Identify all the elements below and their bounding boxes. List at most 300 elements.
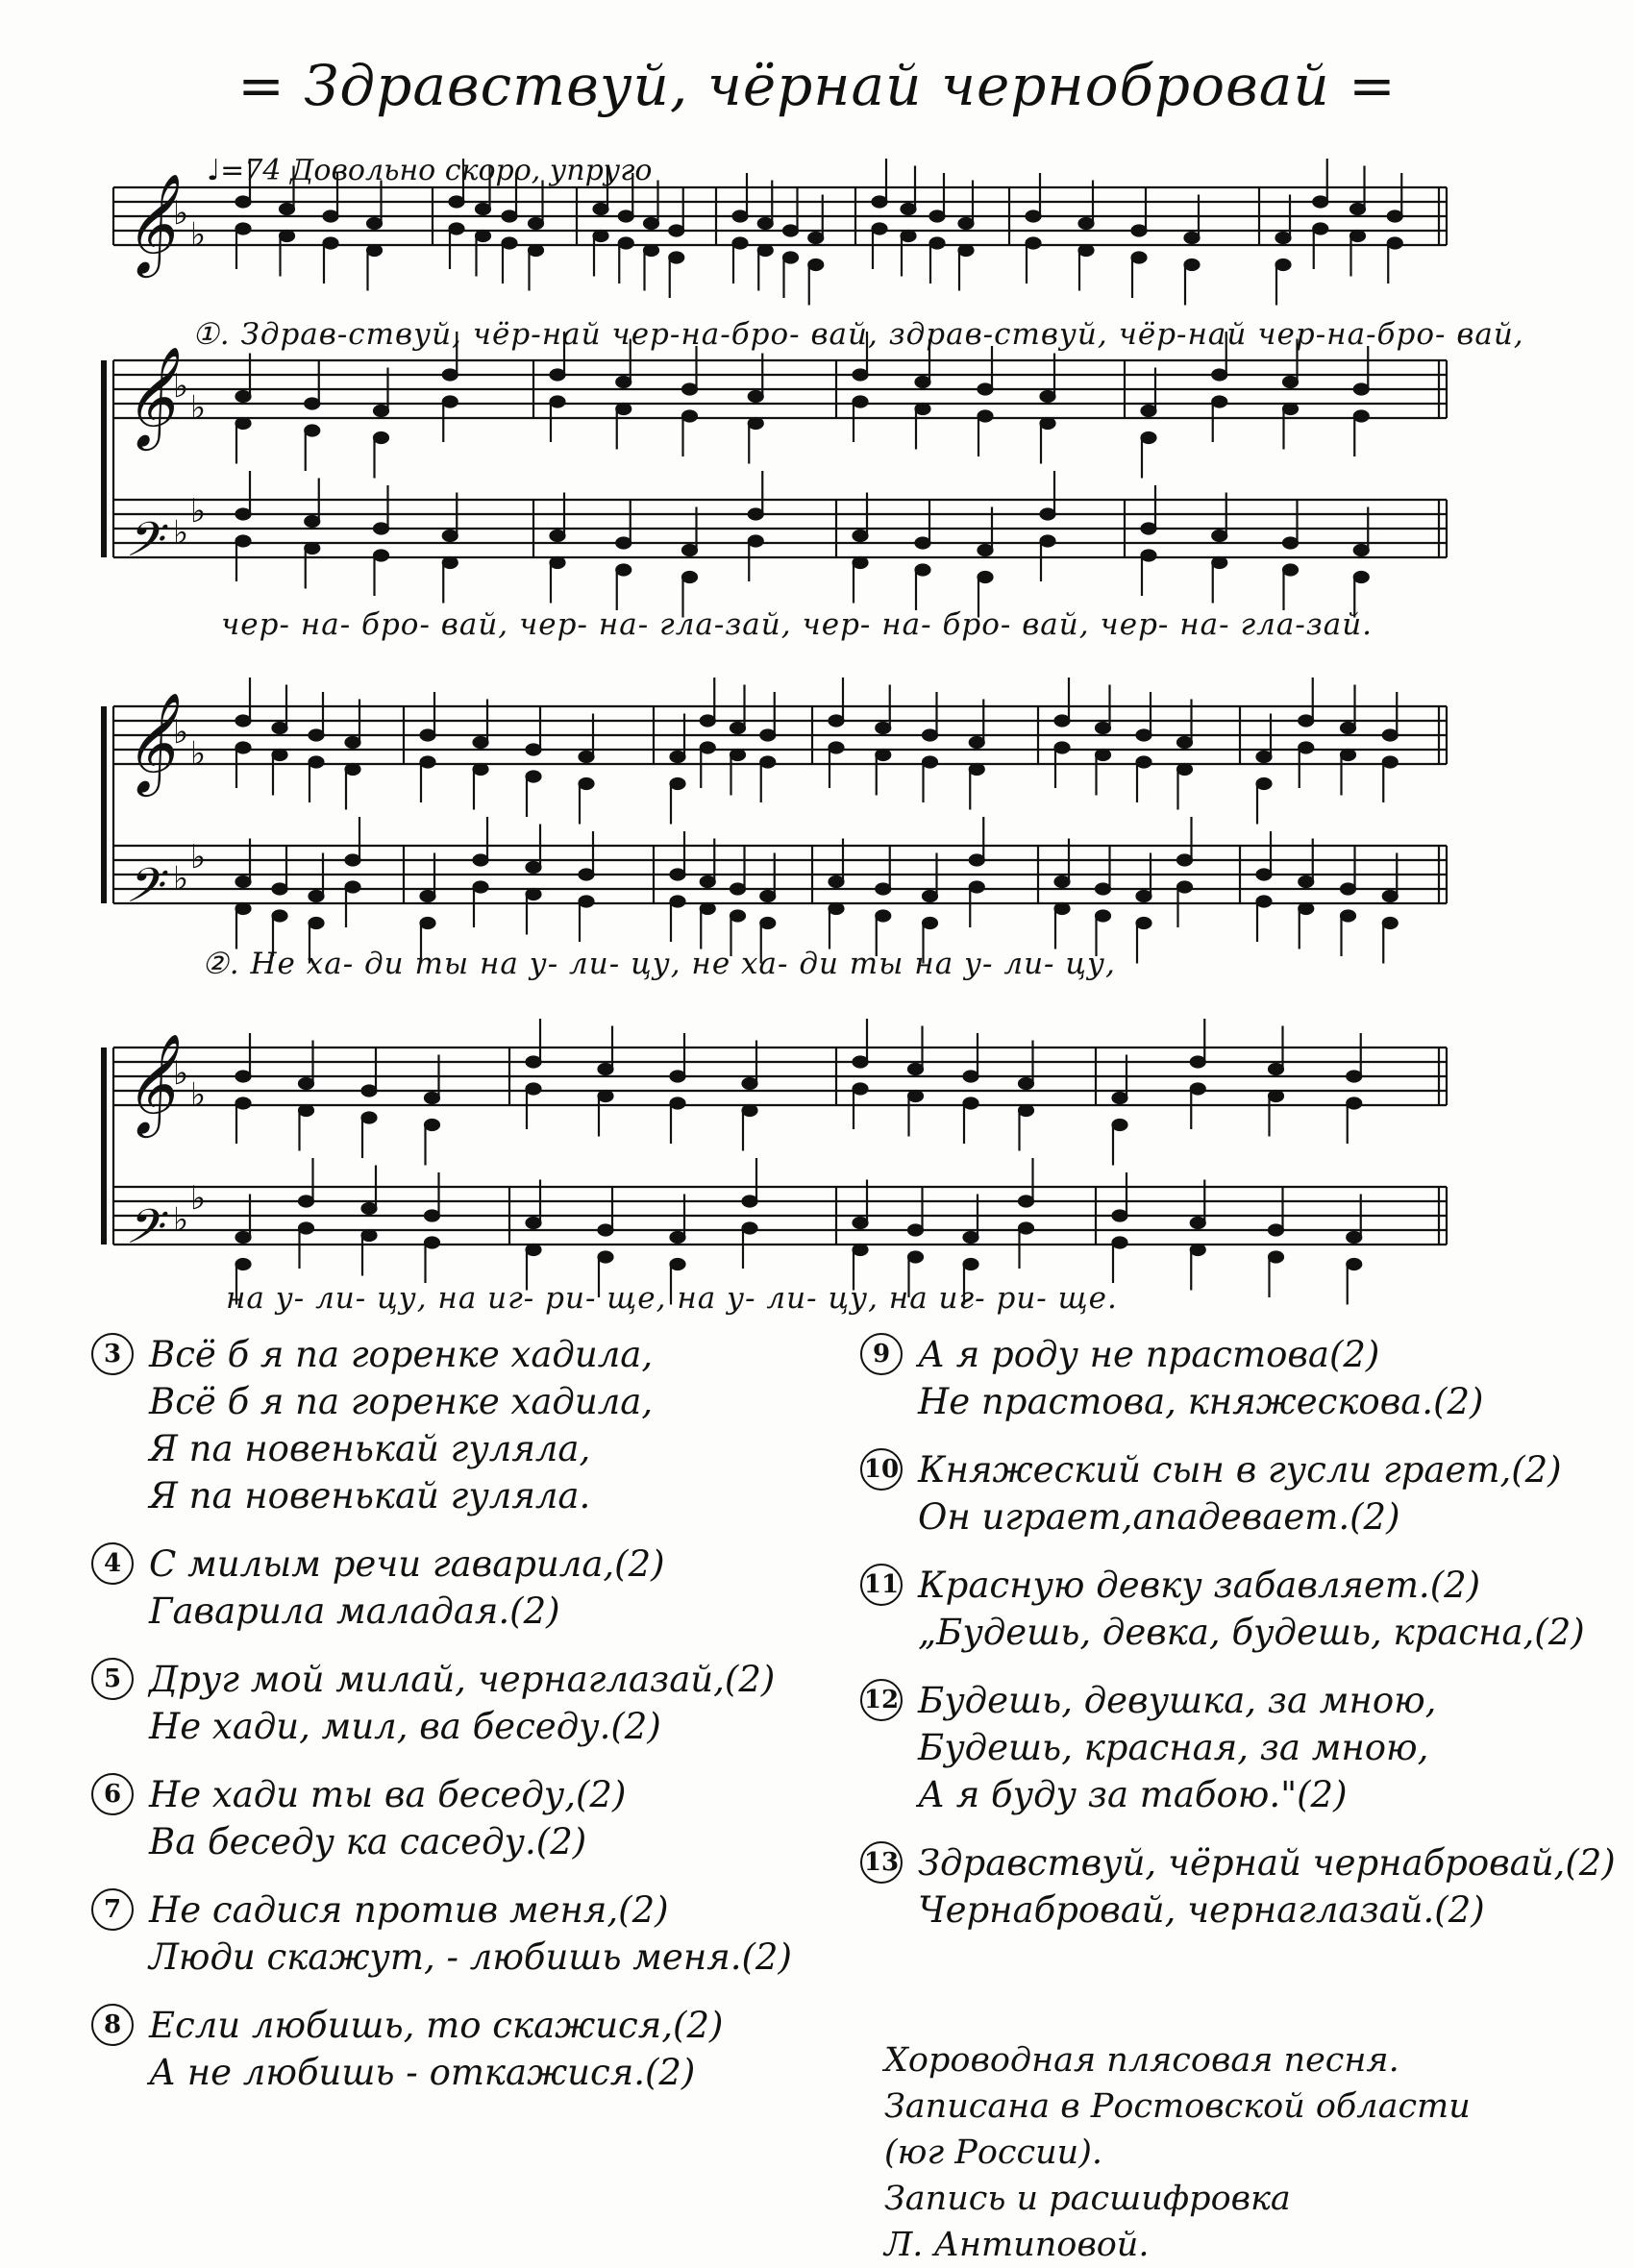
note-head: [594, 204, 608, 214]
note-head: [616, 404, 631, 414]
note-head: [236, 1098, 251, 1109]
note-head: [324, 238, 338, 249]
note-head: [1257, 870, 1272, 880]
note-head: [1257, 778, 1272, 789]
note-head: [902, 204, 916, 214]
note-head: [669, 253, 683, 263]
note-head: [1079, 218, 1094, 229]
note-head: [876, 884, 890, 895]
note-head: [580, 870, 594, 880]
note-head: [916, 404, 930, 414]
note-head: [1096, 884, 1110, 895]
verse-number: 9: [860, 1333, 903, 1375]
note-head: [1055, 903, 1070, 914]
flat-sign: ♭: [173, 194, 189, 233]
note-head: [644, 245, 658, 256]
note-head: [916, 565, 930, 576]
note-head: [1177, 882, 1192, 893]
note-head: [599, 1252, 613, 1263]
note-head: [1299, 716, 1313, 727]
note-head: [930, 211, 945, 222]
note-head: [1212, 397, 1226, 407]
note-head: [1354, 384, 1369, 395]
note-head: [1347, 1072, 1361, 1082]
note-head: [978, 545, 993, 555]
song-note: [884, 2037, 1471, 2268]
verse-number: 10: [860, 1448, 903, 1491]
verse-number: 3: [91, 1333, 134, 1375]
note-head: [1055, 876, 1070, 887]
note-head: [1313, 197, 1327, 208]
note-head: [1113, 1120, 1127, 1130]
note-head: [503, 238, 517, 249]
note-head: [1354, 411, 1369, 422]
note-head: [1177, 764, 1192, 775]
note-head: [1350, 204, 1365, 214]
note-head: [443, 370, 458, 381]
verse-line: Ва беседу ка саседу.(2): [149, 1821, 587, 1862]
verse-line: Если любишь, то скажися,(2): [149, 2005, 724, 2046]
note-head: [854, 1245, 868, 1255]
note-head: [474, 764, 488, 775]
note-head: [1191, 1218, 1205, 1228]
treble-clef: 𝄞: [123, 346, 175, 447]
note-head: [854, 370, 868, 381]
verse-line: Гаварила маладая.(2): [149, 1590, 560, 1632]
note-head: [1019, 1223, 1033, 1234]
note-head: [743, 1223, 757, 1234]
note-head: [1019, 1196, 1033, 1207]
note-head: [1354, 545, 1369, 555]
note-head: [876, 750, 890, 760]
note-head: [930, 238, 945, 249]
note-head: [959, 245, 974, 256]
note-head: [876, 723, 890, 733]
note-head: [305, 399, 319, 409]
note-head: [923, 730, 937, 741]
note-head: [1341, 911, 1355, 922]
note-head: [730, 750, 745, 760]
verse-line: Я па новенькай гуляла,: [149, 1428, 591, 1469]
flat-sign: ♭: [173, 1200, 189, 1240]
verse: [91, 1331, 792, 1519]
note-head: [305, 543, 319, 554]
verse-line: Всё б я па горенке хадила,: [149, 1334, 654, 1375]
note-head: [1113, 1093, 1127, 1103]
note-head: [1341, 750, 1355, 760]
bass-clef: 𝄢: [123, 512, 161, 579]
note-head: [1269, 1225, 1283, 1236]
note-head: [374, 524, 388, 534]
note-head: [749, 536, 763, 547]
note-head: [527, 1245, 541, 1255]
note-head: [964, 1072, 978, 1082]
note-head: [873, 197, 887, 208]
note-head: [978, 572, 993, 582]
treble-clef: 𝄞: [123, 173, 175, 274]
verse-line: Друг мой милай, чернаглазай,(2): [149, 1659, 776, 1700]
note-head: [551, 530, 565, 541]
note-head: [760, 730, 775, 741]
note-head: [421, 730, 435, 741]
verse-line: „Будешь, девка, будешь, красна,(2): [918, 1612, 1585, 1653]
note-head: [346, 882, 360, 893]
verse-number: 8: [91, 2004, 134, 2046]
verse-line: Будешь, красная, за мною,: [918, 1727, 1429, 1768]
note-head: [908, 1252, 923, 1263]
note-head: [970, 855, 984, 866]
note-head: [236, 418, 251, 429]
note-head: [1269, 1064, 1283, 1074]
tempo-marking: ♩=74 Довольно скоро, упруго: [207, 154, 653, 187]
note-head: [1185, 233, 1200, 243]
note-head: [1341, 884, 1355, 895]
verse-number: 4: [91, 1542, 134, 1585]
note-line: Хороводная плясовая песня.: [884, 2041, 1399, 2080]
note-head: [908, 1064, 923, 1074]
note-head: [749, 418, 763, 429]
note-head: [367, 218, 382, 229]
note-head: [374, 551, 388, 561]
note-head: [1299, 743, 1313, 753]
note-head: [908, 1225, 923, 1236]
note-head: [421, 891, 435, 901]
verse-line: Не садися против меня,(2): [149, 1889, 669, 1931]
note-head: [682, 411, 697, 422]
note-head: [923, 918, 937, 928]
note-head: [425, 1120, 439, 1130]
note-head: [527, 772, 541, 782]
note-head: [854, 1057, 868, 1068]
verse: [860, 1562, 1616, 1656]
note-head: [669, 226, 683, 236]
note-head: [1177, 737, 1192, 748]
note-head: [1257, 897, 1272, 907]
note-head: [299, 1223, 313, 1234]
verse: [91, 2002, 792, 2096]
note-head: [760, 918, 775, 928]
verse: [91, 1886, 792, 1981]
verse: [860, 1446, 1616, 1541]
note-head: [425, 1093, 439, 1103]
note-line: (юг России).: [884, 2133, 1102, 2172]
note-head: [978, 384, 993, 395]
note-head: [733, 211, 748, 222]
verse-line: А не любишь - откажися.(2): [149, 2052, 696, 2093]
note-head: [964, 1259, 978, 1270]
note-head: [1096, 750, 1110, 760]
note-head: [829, 876, 844, 887]
verse-number: 13: [860, 1841, 903, 1884]
note-head: [1350, 231, 1365, 241]
note-head: [1283, 377, 1298, 387]
note-head: [1276, 233, 1291, 243]
note-head: [808, 233, 823, 243]
note-head: [1019, 1078, 1033, 1089]
note-head: [309, 730, 324, 741]
note-head: [551, 557, 565, 568]
note-head: [876, 911, 890, 922]
note-head: [580, 897, 594, 907]
note-head: [671, 1098, 685, 1109]
note-head: [916, 377, 930, 387]
note-head: [450, 197, 464, 208]
note-head: [236, 197, 251, 208]
note-head: [1096, 723, 1110, 733]
note-head: [474, 882, 488, 893]
note-head: [1079, 245, 1094, 256]
note-head: [599, 1091, 613, 1101]
note-head: [1269, 1252, 1283, 1263]
verse-line: С милым речи гаварила,(2): [149, 1543, 665, 1585]
note-head: [529, 245, 543, 256]
lyrics-system-1: ①. Здрав-ствуй, чёр-най чер-на-бро- вай, здрав-ствуй, чёр-най чер-на-бро- вай,: [192, 317, 1524, 352]
note-head: [829, 743, 844, 753]
note-head: [1142, 432, 1156, 443]
note-head: [362, 1086, 377, 1097]
note-head: [309, 891, 324, 901]
note-head: [1383, 918, 1398, 928]
flat-sign: ♭: [173, 713, 189, 752]
note-head: [854, 1084, 868, 1095]
note-head: [346, 764, 360, 775]
note-head: [1283, 538, 1298, 549]
note-head: [1212, 530, 1226, 541]
note-head: [374, 432, 388, 443]
verse: [91, 1541, 792, 1635]
note-head: [1041, 418, 1055, 429]
note-head: [1137, 757, 1151, 768]
note-head: [671, 1259, 685, 1270]
treble-clef: 𝄞: [123, 692, 175, 793]
note-head: [743, 1196, 757, 1207]
verse-line: Люди скажут, - любишь меня.(2): [149, 1936, 792, 1978]
verse-line: Здравствуй, чёрнай чернабровай,(2): [918, 1842, 1616, 1884]
note-head: [527, 862, 541, 873]
note-head: [529, 218, 543, 229]
note-head: [964, 1232, 978, 1243]
note-head: [580, 778, 594, 789]
note-head: [280, 204, 294, 214]
note-head: [854, 1218, 868, 1228]
note-head: [760, 757, 775, 768]
note-head: [580, 752, 594, 762]
note-head: [450, 224, 464, 234]
note-head: [730, 884, 745, 895]
note-head: [527, 889, 541, 900]
note-head: [551, 370, 565, 381]
note-head: [1354, 572, 1369, 582]
note-line: Л. Антиповой.: [884, 2226, 1150, 2264]
note-head: [236, 903, 251, 914]
note-head: [1383, 730, 1398, 741]
verse: [860, 1839, 1616, 1934]
note-head: [273, 750, 287, 760]
note-head: [236, 876, 251, 887]
note-head: [236, 1232, 251, 1243]
note-head: [1137, 730, 1151, 741]
verse-line: Не хади, мил, ва беседу.(2): [149, 1706, 661, 1747]
note-head: [616, 565, 631, 576]
note-head: [309, 757, 324, 768]
note-head: [236, 743, 251, 753]
note-head: [299, 1105, 313, 1116]
lyrics-system-4: на у- ли- цу, на иг- ри- ще, на у- ли- цу, на иг- ри- ще.: [226, 1281, 1118, 1316]
note-head: [644, 218, 658, 229]
note-head: [730, 723, 745, 733]
note-head: [305, 516, 319, 527]
verse: [860, 1677, 1616, 1818]
note-head: [854, 397, 868, 407]
note-head: [1132, 226, 1147, 236]
note-head: [701, 903, 715, 914]
note-head: [671, 1072, 685, 1082]
verse-line: Всё б я па горенке хадила,: [149, 1381, 654, 1422]
note-head: [682, 384, 697, 395]
note-head: [236, 716, 251, 727]
note-head: [808, 259, 823, 270]
note-head: [1283, 404, 1298, 414]
note-head: [1142, 551, 1156, 561]
note-head: [1113, 1211, 1127, 1221]
note-head: [299, 1078, 313, 1089]
note-head: [616, 538, 631, 549]
verse-line: Чернабровай, чернаглазай.(2): [918, 1889, 1485, 1931]
note-head: [527, 1218, 541, 1228]
note-head: [730, 911, 745, 922]
note-head: [1019, 1105, 1033, 1116]
note-head: [701, 716, 715, 727]
note-head: [749, 509, 763, 520]
note-head: [1283, 565, 1298, 576]
note-head: [923, 891, 937, 901]
flat-sign: ♭: [173, 513, 189, 553]
note-head: [1341, 723, 1355, 733]
note-head: [970, 737, 984, 748]
note-head: [236, 509, 251, 520]
flat-sign: ♭: [190, 215, 207, 255]
note-head: [970, 764, 984, 775]
note-head: [619, 238, 633, 249]
bass-clef: 𝄢: [123, 1199, 161, 1267]
note-head: [1383, 891, 1398, 901]
note-head: [362, 1230, 377, 1241]
flat-sign: ♭: [173, 1054, 189, 1093]
note-head: [829, 903, 844, 914]
treble-clef: 𝄞: [123, 1033, 175, 1134]
note-head: [1191, 1084, 1205, 1095]
note-head: [1212, 370, 1226, 381]
verse-line: Княжеский сын в гусли грает,(2): [918, 1449, 1562, 1491]
note-head: [783, 226, 798, 236]
note-head: [1137, 918, 1151, 928]
verse-line: А я роду не прастова(2): [918, 1334, 1380, 1375]
note-head: [1383, 757, 1398, 768]
note-head: [527, 745, 541, 755]
note-head: [1347, 1232, 1361, 1243]
flat-sign: ♭: [190, 838, 207, 876]
note-head: [599, 1064, 613, 1074]
note-head: [1137, 891, 1151, 901]
note-head: [829, 716, 844, 727]
note-head: [1027, 238, 1041, 249]
note-head: [1257, 752, 1272, 762]
note-head: [551, 397, 565, 407]
note-head: [682, 572, 697, 582]
note-head: [1299, 876, 1313, 887]
note-head: [443, 557, 458, 568]
note-head: [476, 204, 490, 214]
note-head: [1276, 259, 1291, 270]
note-head: [1041, 509, 1055, 520]
note-head: [362, 1113, 377, 1123]
note-head: [743, 1105, 757, 1116]
note-head: [671, 870, 685, 880]
note-head: [959, 218, 974, 229]
note-head: [671, 752, 685, 762]
note-head: [299, 1196, 313, 1207]
note-head: [1041, 536, 1055, 547]
lyrics-system-3: ②. Не ха- ди ты на у- ли- цу, не ха- ди ты на у- ли- цу,: [202, 947, 1116, 981]
verses-right: [860, 1331, 1616, 1955]
verse-line: Он играет,ападевает.(2): [918, 1496, 1400, 1538]
note-head: [1212, 557, 1226, 568]
note-head: [273, 884, 287, 895]
note-head: [346, 737, 360, 748]
note-head: [1347, 1098, 1361, 1109]
note-line: Записана в Ростовской области: [884, 2087, 1471, 2126]
note-head: [236, 391, 251, 402]
verse-line: А я буду за табою."(2): [918, 1774, 1348, 1815]
note-head: [671, 778, 685, 789]
note-head: [425, 1238, 439, 1248]
page-title: = Здравствуй, чёрнай чернобровай =: [237, 53, 1397, 118]
note-head: [1142, 406, 1156, 416]
note-head: [1388, 211, 1402, 222]
lyrics-system-2: чер- на- бро- вай, чер- на- гла-зай, чер- на- бро- вай, чер- на- гла-зай.: [221, 607, 1374, 642]
note-head: [236, 1072, 251, 1082]
note-head: [1388, 238, 1402, 249]
note-head: [1313, 224, 1327, 234]
note-head: [527, 1084, 541, 1095]
note-head: [1191, 1245, 1205, 1255]
verse-line: Не прастова, княжескова.(2): [918, 1381, 1484, 1422]
note-head: [1027, 211, 1041, 222]
note-head: [1055, 743, 1070, 753]
note-line: Запись и расшифровка: [884, 2180, 1291, 2218]
note-head: [758, 218, 773, 229]
note-head: [619, 211, 633, 222]
note-head: [1041, 391, 1055, 402]
note-head: [236, 224, 251, 234]
verse-number: 11: [860, 1564, 903, 1606]
note-head: [1347, 1259, 1361, 1270]
note-head: [273, 723, 287, 733]
verse: [91, 1656, 792, 1750]
note-head: [854, 530, 868, 541]
note-head: [964, 1098, 978, 1109]
flat-sign: ♭: [190, 492, 207, 530]
note-head: [1191, 1057, 1205, 1068]
note-head: [476, 231, 490, 241]
note-head: [527, 1057, 541, 1068]
note-head: [1269, 1091, 1283, 1101]
note-head: [749, 391, 763, 402]
note-head: [616, 377, 631, 387]
note-head: [280, 231, 294, 241]
note-head: [1177, 855, 1192, 866]
note-head: [443, 397, 458, 407]
